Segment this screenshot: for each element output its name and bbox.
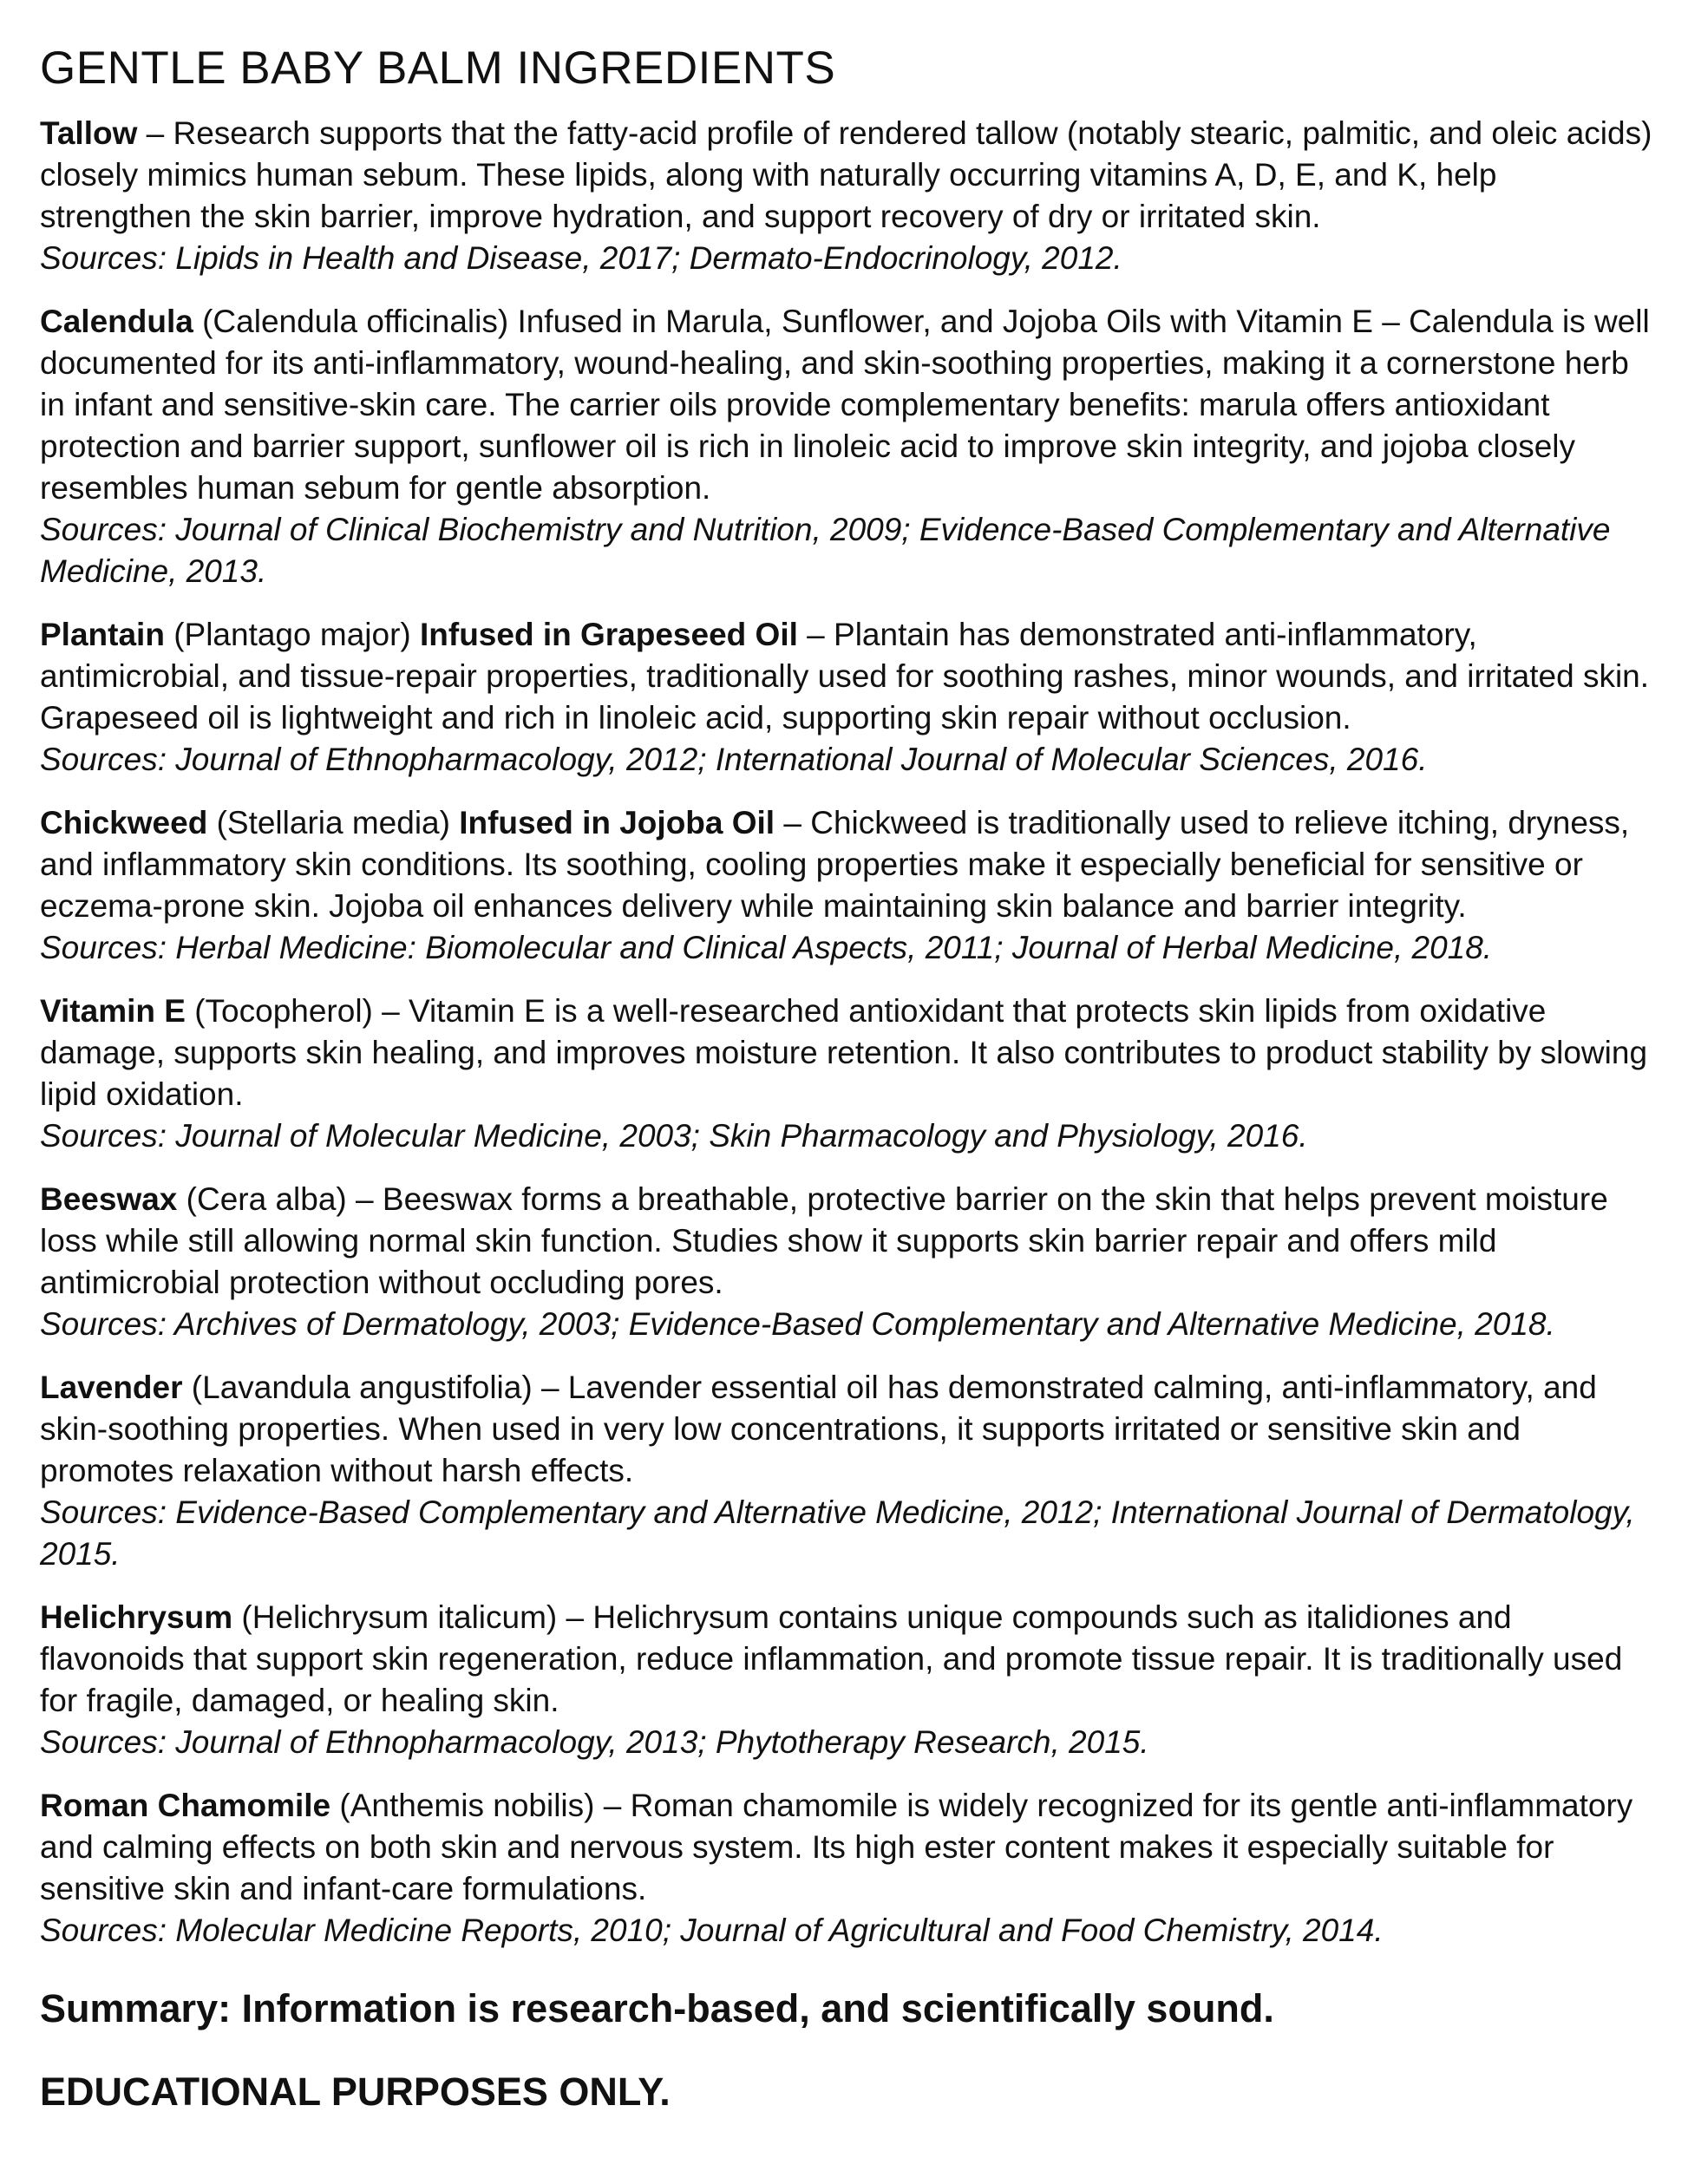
ingredient-description: Infused in Marula, Sunflower, and Jojoba Oils with Vitamin E – Calendula is well documented for its anti-inflammatory, wound-healing, and skin-soothing properties, making it a cornerstone herb in infant and sensitive-skin care. The carrier oils provide complementary benefits: marula offers antioxidant protection and barrier support, sunflower oil is rich in linoleic acid to improve skin integrity, and jojoba closely resembles human sebum for gentle absorption. <box>40 304 1650 506</box>
ingredient-sources: Sources: Archives of Dermatology, 2003; Evidence-Based Complementary and Alternative Medicine, 2018. <box>40 1306 1555 1342</box>
ingredient-infusion: Infused in Jojoba Oil <box>459 805 775 840</box>
ingredient-name: Beeswax <box>40 1181 178 1217</box>
ingredient-description: – Helichrysum contains unique compounds such as italidiones and flavonoids that support skin regeneration, reduce inflammation, and promote tissue repair. It is traditionally used for fragile, damaged, or healing skin. <box>40 1599 1623 1718</box>
ingredient-entry-chickweed <box>40 802 1653 969</box>
ingredient-description: – Beeswax forms a breathable, protective barrier on the skin that helps prevent moisture loss while still allowing normal skin function. Studies show it supports skin barrier repair and offers mild antimicrobial protection without occluding pores. <box>40 1181 1608 1300</box>
ingredient-entry-beeswax <box>40 1179 1653 1345</box>
ingredient-description: – Roman chamomile is widely recognized for its gentle anti-inflammatory and calming effects on both skin and nervous system. Its high ester content makes it especially suitable for sensitive skin and infant-care formulations. <box>40 1788 1633 1906</box>
ingredient-name: Roman Chamomile <box>40 1788 331 1823</box>
ingredient-sources: Sources: Journal of Clinical Biochemistry and Nutrition, 2009; Evidence-Based Complementary and Alternative Medicine, 2013. <box>40 512 1611 589</box>
ingredient-description: – Vitamin E is a well-researched antioxidant that protects skin lipids from oxidative damage, supports skin healing, and improves moisture retention. It also contributes to product stability by slowing lipid oxidation. <box>40 993 1648 1112</box>
ingredient-sources: Sources: Journal of Ethnopharmacology, 2013; Phytotherapy Research, 2015. <box>40 1724 1149 1760</box>
ingredient-latin-name: (Anthemis nobilis) <box>330 1788 595 1823</box>
ingredient-description: – Plantain has demonstrated anti-inflammatory, antimicrobial, and tissue-repair properties, traditionally used for soothing rashes, minor wounds, and irritated skin. Grapeseed oil is lightweight and rich in linoleic acid, supporting skin repair without occlusion. <box>40 617 1650 736</box>
ingredient-name: Vitamin E <box>40 993 186 1029</box>
ingredient-name: Calendula <box>40 304 193 339</box>
ingredient-latin-name: (Calendula officinalis) <box>193 304 509 339</box>
ingredient-sources: Sources: Molecular Medicine Reports, 2010; Journal of Agricultural and Food Chemistry, 2014. <box>40 1913 1384 1948</box>
ingredient-entry-calendula <box>40 301 1653 592</box>
document-page <box>40 40 1653 2116</box>
document-title: GENTLE BABY BALM INGREDIENTS <box>40 43 836 94</box>
ingredient-entry-plantain <box>40 614 1653 781</box>
ingredient-latin-name: (Lavandula angustifolia) <box>182 1370 533 1405</box>
ingredient-latin-name: (Plantago major) <box>164 617 420 652</box>
ingredient-latin-name: (Cera alba) <box>177 1181 347 1217</box>
ingredient-sources: Sources: Lipids in Health and Disease, 2017; Dermato-Endocrinology, 2012. <box>40 240 1122 276</box>
ingredient-entry-lavender <box>40 1367 1653 1575</box>
ingredient-entry-vitamin-e <box>40 991 1653 1157</box>
summary-statement: Summary: Information is research-based, and scientifically sound. <box>40 1986 1274 2030</box>
ingredient-name: Lavender <box>40 1370 183 1405</box>
ingredient-sources: Sources: Journal of Molecular Medicine, 2003; Skin Pharmacology and Physiology, 2016. <box>40 1118 1308 1154</box>
ingredient-description: – Chickweed is traditionally used to relieve itching, dryness, and inflammatory skin conditions. Its soothing, cooling properties make it especially beneficial for sensitive or eczema-prone skin. Jojoba oil enhances delivery while maintaining skin balance and barrier integrity. <box>40 805 1630 924</box>
ingredient-sources: Sources: Journal of Ethnopharmacology, 2012; International Journal of Molecular Sciences, 2016. <box>40 742 1428 777</box>
ingredient-entry-tallow <box>40 113 1653 279</box>
ingredient-infusion: Infused in Grapeseed Oil <box>420 617 798 652</box>
ingredient-name: Tallow <box>40 115 138 151</box>
ingredient-description: – Research supports that the fatty-acid profile of rendered tallow (notably stearic, palmitic, and oleic acids) closely mimics human sebum. These lipids, along with naturally occurring vitamins A, D, E, and K, help strengthen the skin barrier, improve hydration, and support recovery of dry or irritated skin. <box>40 115 1652 234</box>
ingredient-sources: Sources: Evidence-Based Complementary and Alternative Medicine, 2012; International Journal of Dermatology, 2015. <box>40 1494 1635 1572</box>
ingredient-entry-helichrysum <box>40 1597 1653 1763</box>
ingredient-name: Helichrysum <box>40 1599 233 1635</box>
educational-disclaimer: EDUCATIONAL PURPOSES ONLY. <box>40 2070 671 2114</box>
ingredient-latin-name: (Tocopherol) <box>185 993 373 1029</box>
ingredient-sources: Sources: Herbal Medicine: Biomolecular and Clinical Aspects, 2011; Journal of Herbal Medicine, 2018. <box>40 930 1493 965</box>
ingredient-name: Chickweed <box>40 805 208 840</box>
ingredient-entry-roman-chamomile <box>40 1785 1653 1952</box>
ingredient-latin-name: (Stellaria media) <box>207 805 460 840</box>
ingredient-name: Plantain <box>40 617 165 652</box>
ingredient-description: – Lavender essential oil has demonstrated calming, anti-inflammatory, and skin-soothing properties. When used in very low concentrations, it supports irritated or sensitive skin and promotes relaxation without harsh effects. <box>40 1370 1597 1488</box>
ingredient-latin-name: (Helichrysum italicum) <box>232 1599 558 1635</box>
